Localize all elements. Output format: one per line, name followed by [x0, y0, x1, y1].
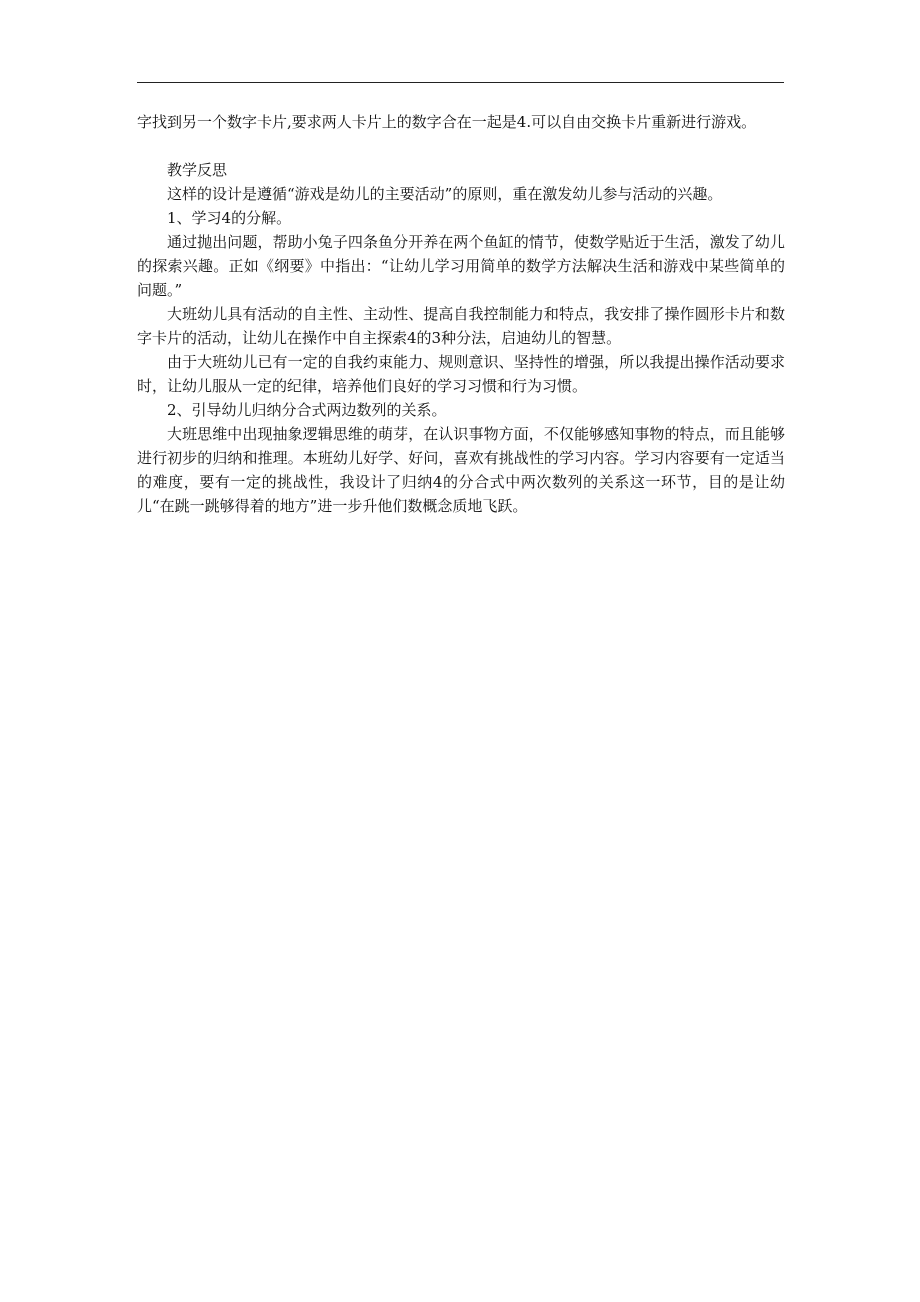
section-heading: 教学反思 — [167, 161, 228, 179]
subheading: 2、引导幼儿归纳分合式两边数列的关系。 — [167, 401, 447, 419]
paragraph-spacer — [137, 134, 785, 158]
paragraph: 这样的设计是遵循“游戏是幼儿的主要活动”的原则，重在激发幼儿参与活动的兴趣。 — [167, 185, 723, 203]
subheading: 1、学习4的分解。 — [167, 209, 292, 227]
paragraph-continuation: 字找到另一个数字卡片,要求两人卡片上的数字合在一起是4.可以自由交换卡片重新进行游戏。 — [137, 113, 757, 131]
paragraph: 由于大班幼儿已有一定的自我约束能力、规则意识、坚持性的增强，所以我提出操作活动要求时，让幼儿服从一定的纪律，培养他们良好的学习习惯和行为习惯。 — [137, 353, 785, 395]
header-rule — [137, 82, 784, 83]
paragraph: 大班幼儿具有活动的自主性、主动性、提高自我控制能力和特点，我安排了操作圆形卡片和数字卡片的活动，让幼儿在操作中自主探索4的3种分法，启迪幼儿的智慧。 — [137, 305, 785, 347]
paragraph: 大班思维中出现抽象逻辑思维的萌芽，在认识事物方面，不仅能够感知事物的特点，而且能够进行初步的归纳和推理。本班幼儿好学、好问，喜欢有挑战性的学习内容。学习内容要有一定适当的难度，要有一定的挑战性，我设计了归纳4的分合式中两次数列的关系这一环节，目的是让幼儿“在跳一跳够得着的地方”进一步升他们数概念质地飞跃。 — [137, 425, 785, 515]
document-body — [137, 110, 785, 518]
paragraph: 通过抛出问题，帮助小兔子四条鱼分开养在两个鱼缸的情节，使数学贴近于生活，激发了幼儿的探索兴趣。正如《纲要》中指出：“让幼儿学习用简单的数学方法解决生活和游戏中某些简单的问题。” — [137, 233, 785, 299]
